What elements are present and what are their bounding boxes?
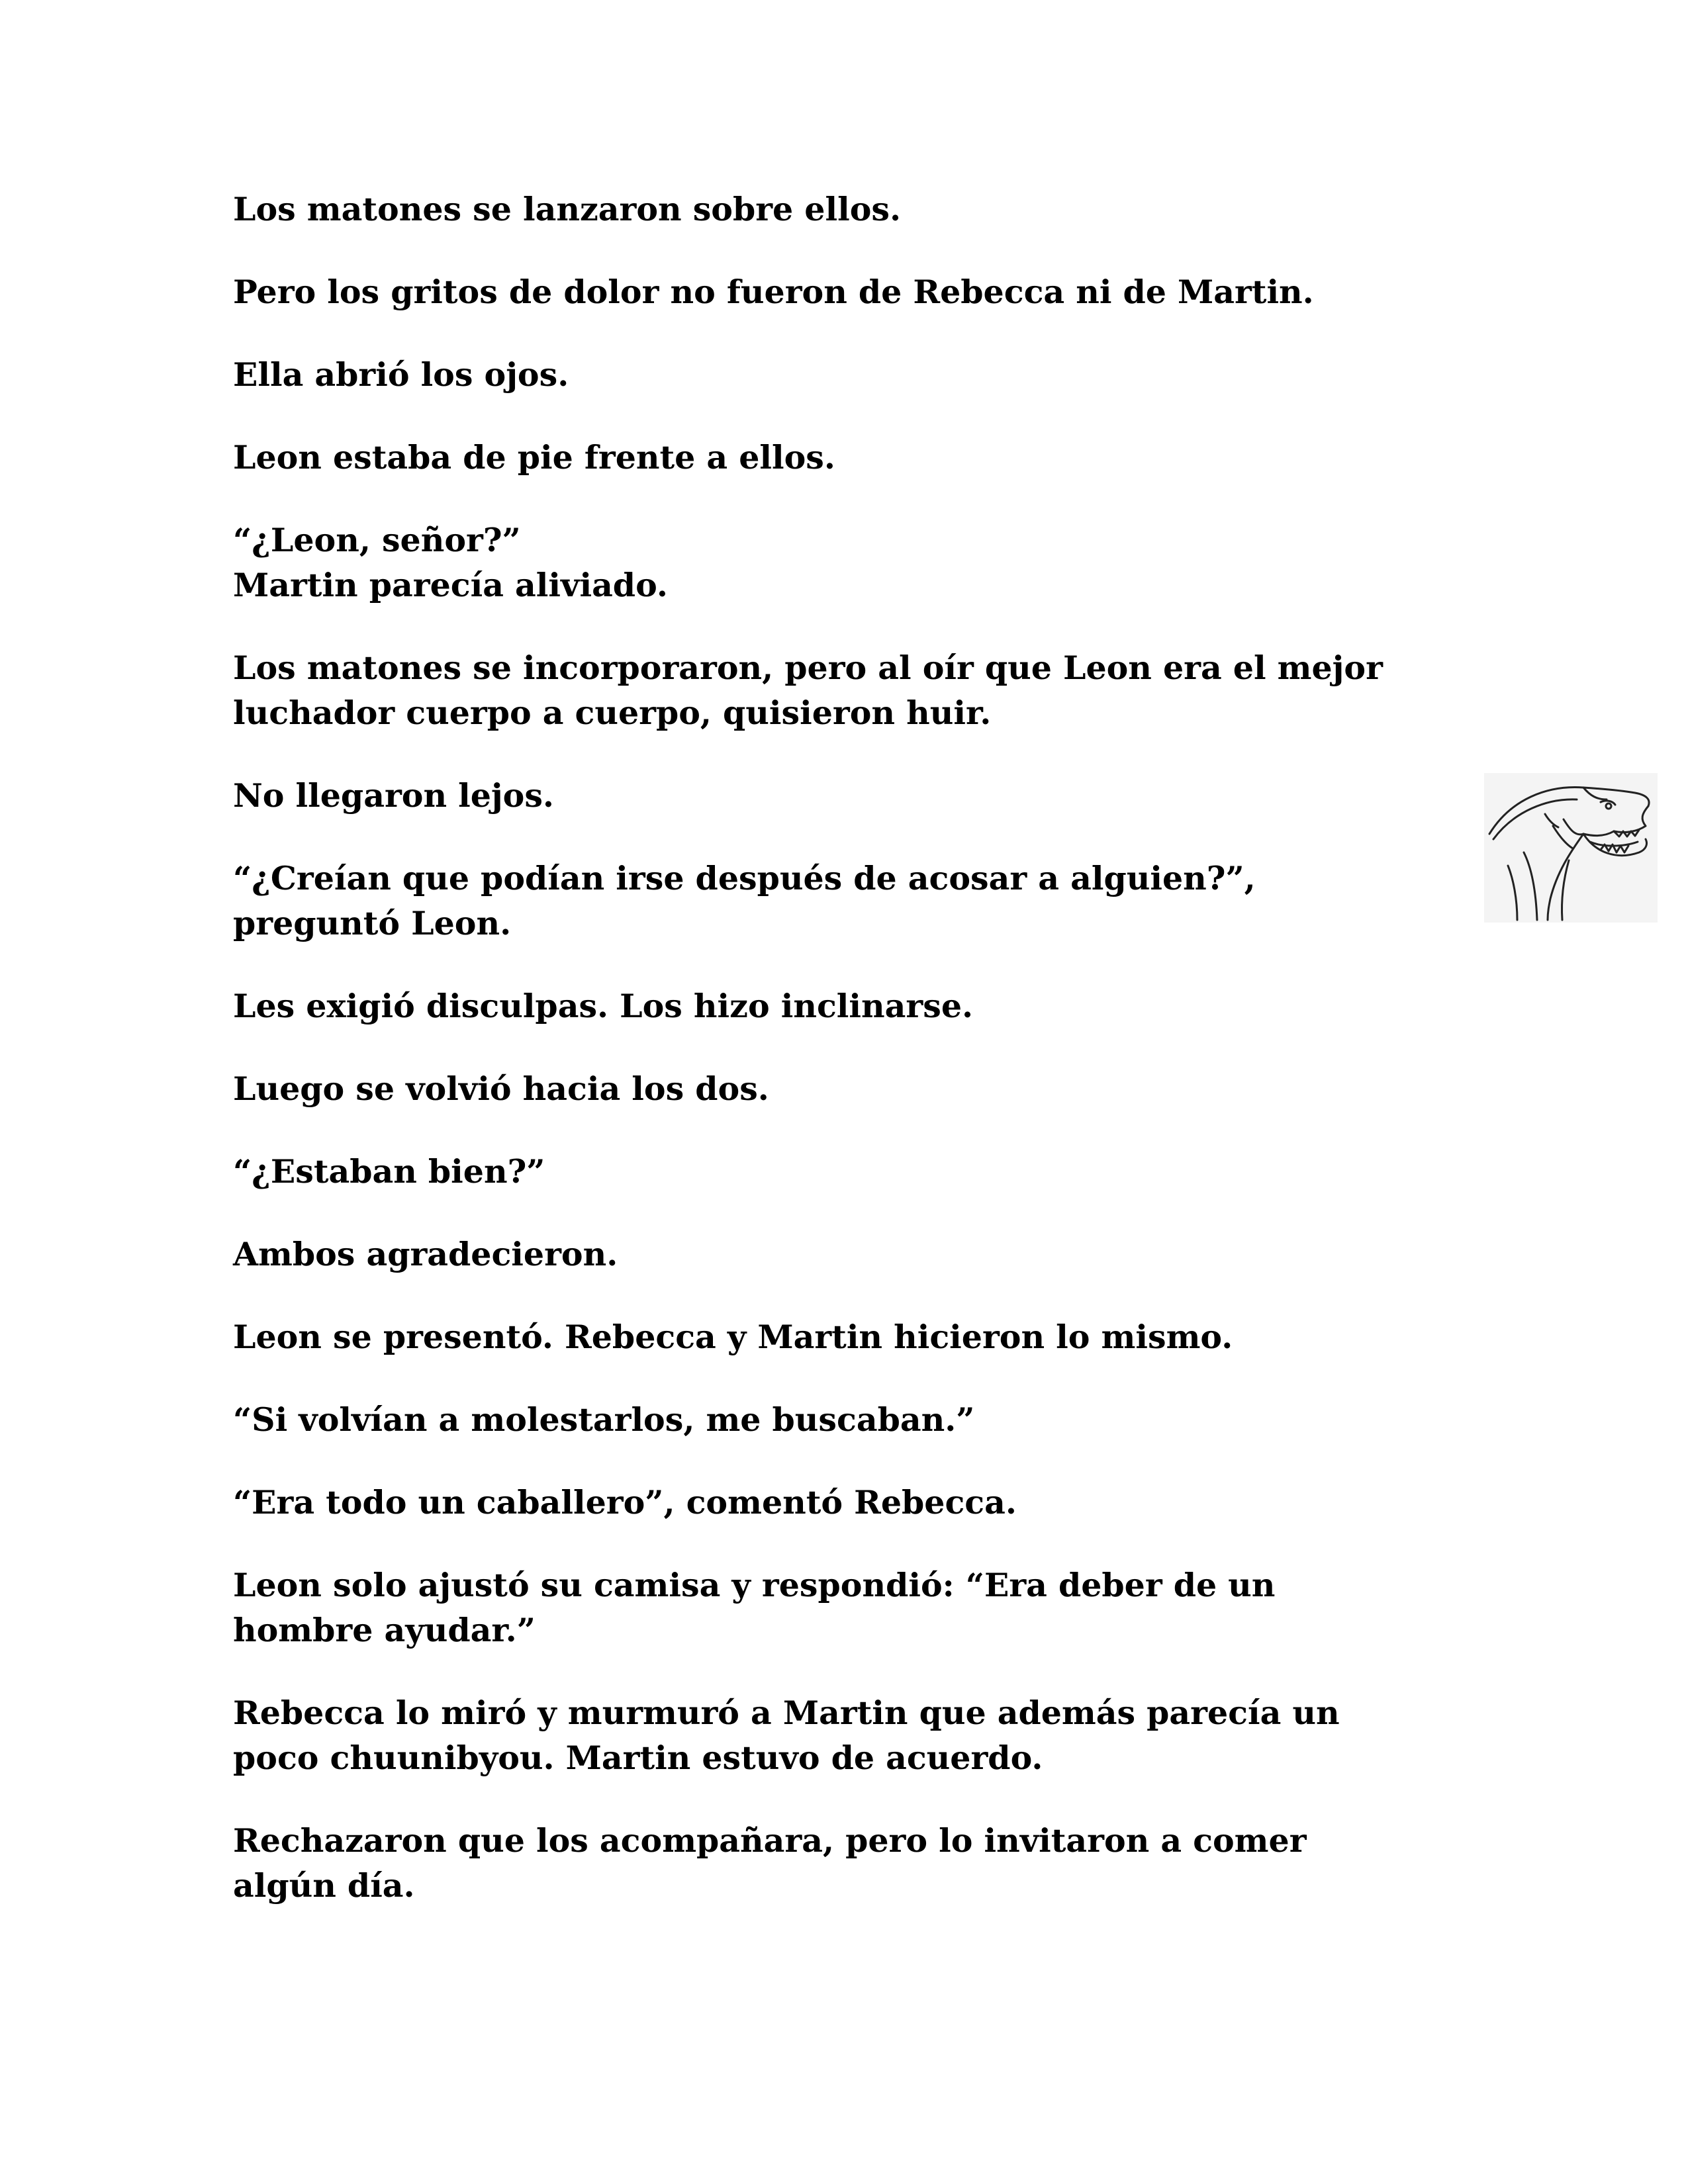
paragraph-15: “Era todo un caballero”, comentó Rebecca. (233, 1483, 1017, 1522)
dinosaur-head-sketch-icon (1484, 773, 1658, 923)
paragraph-7: No llegaron lejos. (233, 776, 554, 815)
paragraph-6: Los matones se incorporaron, pero al oír que Leon era el mejor luchador cuerpo a cuerpo, quisieron huir. (233, 649, 1383, 732)
paragraph-4: Leon estaba de pie frente a ellos. (233, 438, 835, 477)
paragraph-11: “¿Estaban bien?” (233, 1152, 545, 1191)
paragraph-2: Pero los gritos de dolor no fueron de Rebecca ni de Martin. (233, 273, 1314, 311)
paragraph-18: Rechazaron que los acompañara, pero lo invitaron a comer algún día. (233, 1821, 1307, 1905)
paragraph-5: “¿Leon, señor?” Martin parecía aliviado. (233, 521, 668, 604)
story-text (233, 187, 1491, 1946)
paragraph-1: Los matones se lanzaron sobre ellos. (233, 190, 902, 228)
paragraph-9: Les exigió disculpas. Los hizo inclinarse. (233, 987, 974, 1025)
paragraph-17: Rebecca lo miró y murmuró a Martin que además parecía un poco chuunibyou. Martin estuvo de acuerdo. (233, 1694, 1340, 1777)
paragraph-13: Leon se presentó. Rebecca y Martin hicieron lo mismo. (233, 1318, 1233, 1356)
paragraph-8: “¿Creían que podían irse después de acosar a alguien?”, preguntó Leon. (233, 859, 1256, 942)
paragraph-16: Leon solo ajustó su camisa y respondió: “Era deber de un hombre ayudar.” (233, 1566, 1276, 1649)
paragraph-3: Ella abrió los ojos. (233, 355, 569, 394)
paragraph-14: “Si volvían a molestarlos, me buscaban.” (233, 1400, 975, 1439)
paragraph-12: Ambos agradecieron. (233, 1235, 618, 1273)
paragraph-10: Luego se volvió hacia los dos. (233, 1069, 769, 1108)
